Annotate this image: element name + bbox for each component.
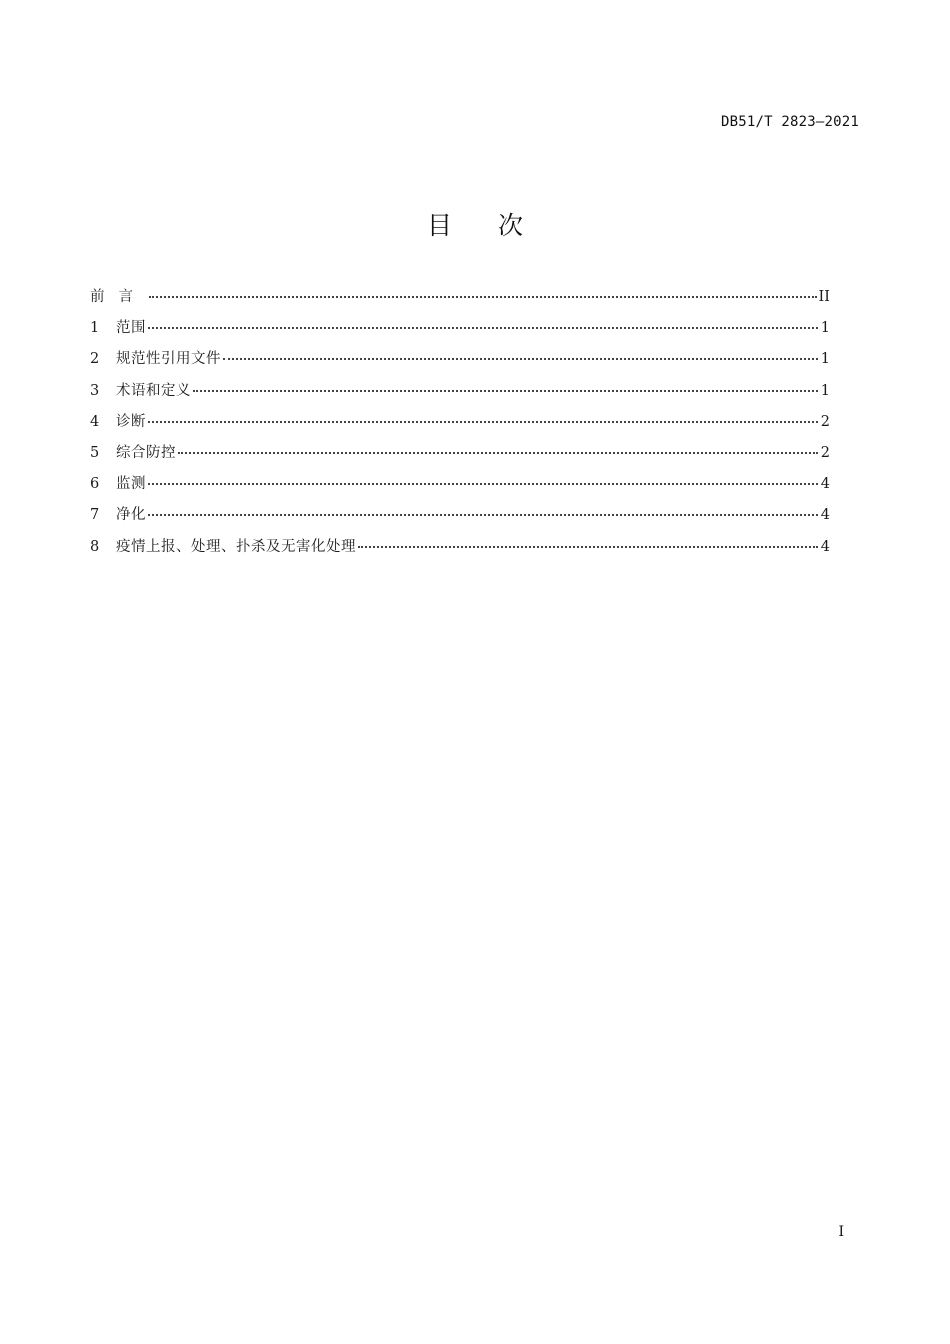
dot-leader <box>178 440 818 454</box>
toc-entry-epidemic-handling[interactable] <box>90 536 830 567</box>
toc-entry-label: 综合防控 <box>116 444 176 461</box>
toc-entry-page: II <box>818 289 830 305</box>
toc-entry-label: 前言 <box>90 289 147 305</box>
toc-entry-page: 4 <box>820 538 830 555</box>
toc-entry-purification[interactable] <box>90 504 830 535</box>
toc-entry-number: 7 <box>90 507 100 524</box>
toc-entry-label: 规范性引用文件 <box>116 351 221 368</box>
dot-leader <box>223 346 818 360</box>
toc-entry-page: 4 <box>820 476 830 493</box>
toc-entry-monitoring[interactable] <box>90 473 830 504</box>
toc-entry-label: 诊断 <box>116 413 146 430</box>
toc-entry-terms-definitions[interactable] <box>90 380 830 411</box>
toc-entry-page: 2 <box>820 413 830 430</box>
page-title: 目次 <box>426 211 569 240</box>
page-number: I <box>838 1224 844 1240</box>
toc-entry-page: 4 <box>820 507 830 524</box>
toc-entry-number: 8 <box>90 538 100 555</box>
toc-entry-label: 疫情上报、处理、扑杀及无害化处理 <box>116 538 356 555</box>
toc-entry-number: 5 <box>90 444 100 461</box>
toc-entry-label: 术语和定义 <box>116 382 191 399</box>
dot-leader <box>193 378 818 392</box>
toc-entry-scope[interactable] <box>90 317 830 348</box>
toc-entry-number: 6 <box>90 476 100 493</box>
dot-leader <box>148 471 818 485</box>
toc-entry-normative-references[interactable] <box>90 348 830 379</box>
toc-entry-diagnosis[interactable] <box>90 411 830 442</box>
toc-entry-label: 监测 <box>116 476 146 493</box>
toc-entry-label: 范围 <box>116 320 146 337</box>
toc-entry-foreword[interactable] <box>90 286 830 317</box>
toc-entry-page: 1 <box>820 351 830 368</box>
toc-entry-number: 3 <box>90 382 100 399</box>
toc-entry-page: 1 <box>820 320 830 337</box>
dot-leader <box>149 284 817 298</box>
dot-leader <box>148 502 818 516</box>
toc-entry-page: 2 <box>820 444 830 461</box>
dot-leader <box>148 409 818 423</box>
toc-entry-number: 2 <box>90 351 100 368</box>
toc-entry-number: 1 <box>90 320 100 337</box>
toc-entry-number: 4 <box>90 413 100 430</box>
toc-entry-integrated-control[interactable] <box>90 442 830 473</box>
toc-entry-page: 1 <box>820 382 830 399</box>
dot-leader <box>148 315 818 329</box>
table-of-contents <box>90 286 830 567</box>
toc-entry-label: 净化 <box>116 507 146 524</box>
document-code: DB51/T 2823—2021 <box>720 114 859 130</box>
dot-leader <box>358 534 818 548</box>
